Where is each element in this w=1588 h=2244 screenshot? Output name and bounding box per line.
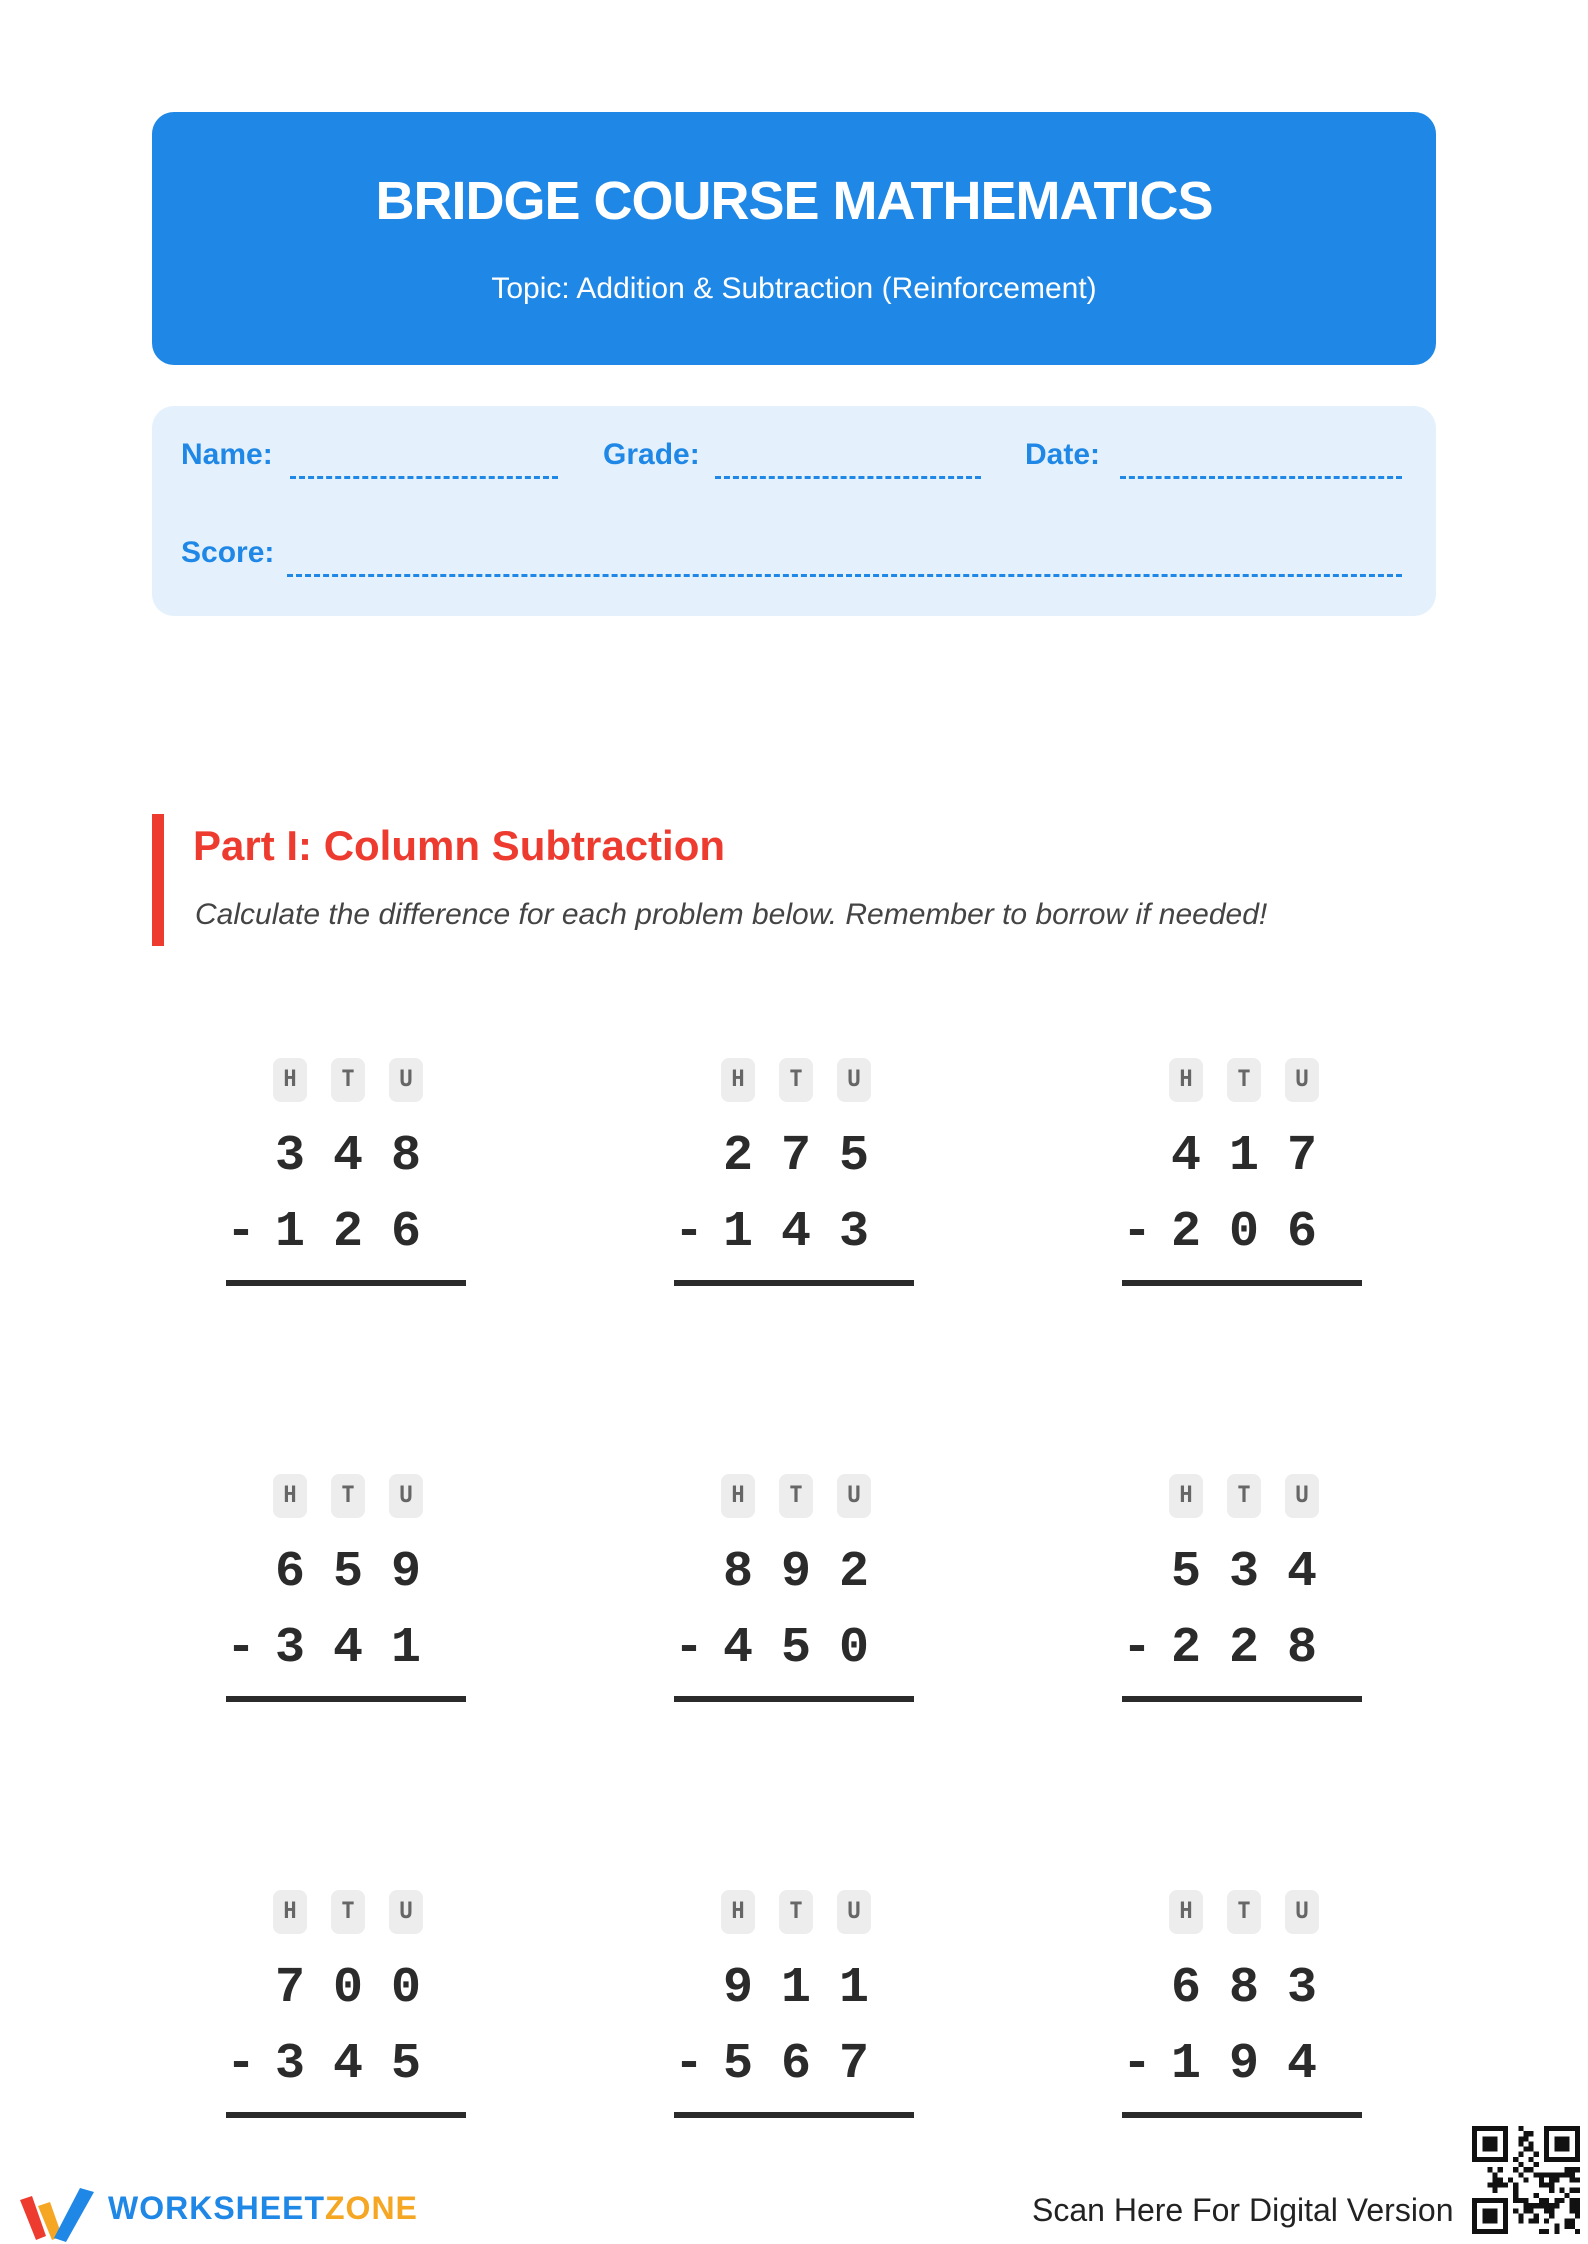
subtrahend-digit: 3 xyxy=(274,1620,305,1677)
place-value-label: T xyxy=(331,1474,365,1518)
subtrahend-digit: 0 xyxy=(838,1620,869,1677)
subtrahend-digit: 4 xyxy=(722,1620,753,1677)
subtrahend-digit: 2 xyxy=(1170,1204,1201,1261)
minuend-digit: 1 xyxy=(838,1960,869,2017)
name-field[interactable] xyxy=(290,476,558,479)
minuend-digit: 6 xyxy=(1170,1960,1201,2017)
place-value-label: U xyxy=(1285,1474,1319,1518)
minuend-digit: 9 xyxy=(780,1544,811,1601)
place-value-label: H xyxy=(721,1058,755,1102)
minuend-digit: 4 xyxy=(332,1128,363,1185)
minuend-digit: 7 xyxy=(1286,1128,1317,1185)
place-value-label: U xyxy=(1285,1058,1319,1102)
minuend-digit: 9 xyxy=(722,1960,753,2017)
subtraction-problem xyxy=(1122,1058,1362,1288)
answer-line[interactable] xyxy=(226,1696,466,1702)
footer-brand xyxy=(108,2190,418,2227)
place-value-label: U xyxy=(389,1474,423,1518)
answer-line[interactable] xyxy=(226,1280,466,1286)
minuend-digit: 6 xyxy=(274,1544,305,1601)
minuend-digit: 1 xyxy=(780,1960,811,2017)
worksheetzone-logo-icon xyxy=(18,2186,98,2242)
minus-sign: - xyxy=(674,2036,705,2093)
place-value-label: H xyxy=(273,1474,307,1518)
place-value-label: T xyxy=(779,1474,813,1518)
answer-line[interactable] xyxy=(674,1696,914,1702)
place-value-label: U xyxy=(389,1890,423,1934)
score-label: Score: xyxy=(181,536,275,569)
subtrahend-digit: 5 xyxy=(390,2036,421,2093)
minus-sign: - xyxy=(1122,2036,1153,2093)
subtrahend-digit: 6 xyxy=(780,2036,811,2093)
place-value-label: T xyxy=(779,1890,813,1934)
subtrahend-digit: 0 xyxy=(1228,1204,1259,1261)
place-value-label: U xyxy=(1285,1890,1319,1934)
subtrahend-digit: 3 xyxy=(274,2036,305,2093)
minuend-digit: 3 xyxy=(1286,1960,1317,2017)
minuend-digit: 2 xyxy=(722,1128,753,1185)
minus-sign: - xyxy=(1122,1620,1153,1677)
place-value-label: H xyxy=(273,1058,307,1102)
place-value-label: H xyxy=(1169,1474,1203,1518)
name-label: Name: xyxy=(181,438,273,471)
minus-sign: - xyxy=(674,1204,705,1261)
date-label: Date: xyxy=(1025,438,1101,471)
scan-text: Scan Here For Digital Version xyxy=(1032,2192,1454,2228)
subtraction-problem xyxy=(674,1890,914,2120)
worksheet-title: BRIDGE COURSE MATHEMATICS xyxy=(375,171,1213,231)
place-value-label: H xyxy=(1169,1058,1203,1102)
subtraction-problem xyxy=(674,1058,914,1288)
answer-line[interactable] xyxy=(1122,1696,1362,1702)
answer-line[interactable] xyxy=(226,2112,466,2118)
grade-field[interactable] xyxy=(715,476,981,479)
worksheet-header xyxy=(152,112,1436,365)
minuend-digit: 7 xyxy=(780,1128,811,1185)
subtrahend-digit: 4 xyxy=(1286,2036,1317,2093)
place-value-label: U xyxy=(837,1474,871,1518)
place-value-label: H xyxy=(721,1890,755,1934)
minuend-digit: 9 xyxy=(390,1544,421,1601)
subtraction-problem xyxy=(226,1890,466,2120)
answer-line[interactable] xyxy=(1122,1280,1362,1286)
grade-label: Grade: xyxy=(603,438,700,471)
minus-sign: - xyxy=(226,1204,257,1261)
subtrahend-digit: 2 xyxy=(1170,1620,1201,1677)
date-field[interactable] xyxy=(1120,476,1402,479)
subtrahend-digit: 3 xyxy=(838,1204,869,1261)
place-value-label: T xyxy=(779,1058,813,1102)
minus-sign: - xyxy=(674,1620,705,1677)
part-instruction: Calculate the difference for each problem below. Remember to borrow if needed! xyxy=(195,898,1268,931)
place-value-label: U xyxy=(837,1890,871,1934)
minuend-digit: 0 xyxy=(390,1960,421,2017)
minus-sign: - xyxy=(226,2036,257,2093)
answer-line[interactable] xyxy=(674,1280,914,1286)
minus-sign: - xyxy=(226,1620,257,1677)
place-value-label: U xyxy=(837,1058,871,1102)
minus-sign: - xyxy=(1122,1204,1153,1261)
subtrahend-digit: 1 xyxy=(390,1620,421,1677)
subtrahend-digit: 7 xyxy=(838,2036,869,2093)
place-value-label: H xyxy=(1169,1890,1203,1934)
place-value-label: H xyxy=(273,1890,307,1934)
subtrahend-digit: 6 xyxy=(390,1204,421,1261)
subtrahend-digit: 1 xyxy=(722,1204,753,1261)
minuend-digit: 3 xyxy=(274,1128,305,1185)
subtrahend-digit: 4 xyxy=(332,2036,363,2093)
subtrahend-digit: 6 xyxy=(1286,1204,1317,1261)
brand-zone: ZONE xyxy=(325,2190,418,2226)
subtrahend-digit: 2 xyxy=(1228,1620,1259,1677)
subtrahend-digit: 1 xyxy=(1170,2036,1201,2093)
worksheet-topic: Topic: Addition & Subtraction (Reinforcement) xyxy=(491,272,1097,305)
subtrahend-digit: 4 xyxy=(332,1620,363,1677)
place-value-label: T xyxy=(1227,1474,1261,1518)
minuend-digit: 5 xyxy=(1170,1544,1201,1601)
qr-code-icon[interactable] xyxy=(1472,2126,1580,2234)
place-value-label: H xyxy=(721,1474,755,1518)
minuend-digit: 8 xyxy=(390,1128,421,1185)
minuend-digit: 0 xyxy=(332,1960,363,2017)
student-info-panel xyxy=(152,406,1436,616)
place-value-label: T xyxy=(1227,1890,1261,1934)
subtraction-problem xyxy=(226,1058,466,1288)
subtrahend-digit: 5 xyxy=(722,2036,753,2093)
place-value-label: T xyxy=(331,1890,365,1934)
answer-line[interactable] xyxy=(1122,2112,1362,2118)
minuend-digit: 8 xyxy=(722,1544,753,1601)
minuend-digit: 8 xyxy=(1228,1960,1259,2017)
subtrahend-digit: 9 xyxy=(1228,2036,1259,2093)
place-value-label: U xyxy=(389,1058,423,1102)
subtraction-problem xyxy=(226,1474,466,1704)
brand-worksheet: WORKSHEET xyxy=(108,2190,325,2226)
place-value-label: T xyxy=(331,1058,365,1102)
part-accent-bar xyxy=(152,814,164,946)
subtrahend-digit: 1 xyxy=(274,1204,305,1261)
subtrahend-digit: 8 xyxy=(1286,1620,1317,1677)
minuend-digit: 7 xyxy=(274,1960,305,2017)
subtraction-problem xyxy=(674,1474,914,1704)
score-field[interactable] xyxy=(287,574,1402,577)
place-value-label: T xyxy=(1227,1058,1261,1102)
minuend-digit: 5 xyxy=(332,1544,363,1601)
subtraction-problem xyxy=(1122,1474,1362,1704)
minuend-digit: 1 xyxy=(1228,1128,1259,1185)
minuend-digit: 3 xyxy=(1228,1544,1259,1601)
minuend-digit: 2 xyxy=(838,1544,869,1601)
subtrahend-digit: 2 xyxy=(332,1204,363,1261)
part-title: Part I: Column Subtraction xyxy=(193,822,726,869)
minuend-digit: 5 xyxy=(838,1128,869,1185)
minuend-digit: 4 xyxy=(1170,1128,1201,1185)
subtrahend-digit: 4 xyxy=(780,1204,811,1261)
minuend-digit: 4 xyxy=(1286,1544,1317,1601)
subtrahend-digit: 5 xyxy=(780,1620,811,1677)
subtraction-problem xyxy=(1122,1890,1362,2120)
answer-line[interactable] xyxy=(674,2112,914,2118)
